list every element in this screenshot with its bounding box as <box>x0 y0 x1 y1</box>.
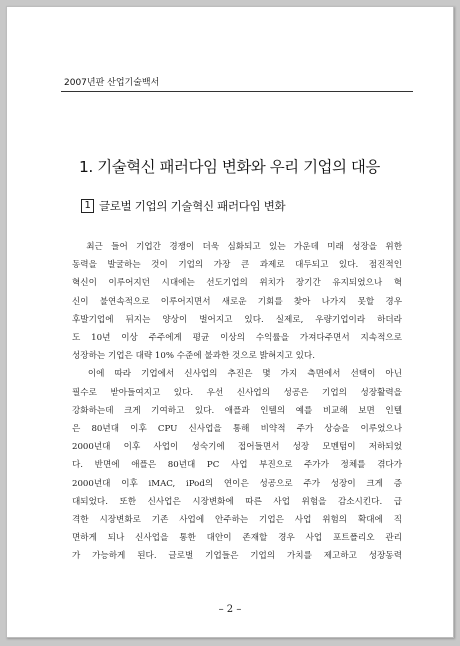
header-rule <box>61 91 413 92</box>
document-page <box>6 6 454 638</box>
section-number-box: 1 <box>81 199 94 213</box>
paragraph-1 <box>72 238 402 365</box>
text-line: 이에 따라 기업에서 신사업의 추진은 몇 가지 측면에서 선택이 아닌 <box>72 369 402 380</box>
text-line: 성장하는 기업은 대략 10% 수준에 불과한 것으로 밝혀지고 있다. <box>72 351 315 362</box>
section-heading <box>81 198 285 214</box>
text-line: 강화하는데 크게 기여하고 있다. 애플과 인텔의 예를 비교해 보면 인텔 <box>72 405 402 416</box>
page-number: – 2 – <box>218 604 242 615</box>
text-line: 도 10년 이상 주주에게 평균 이상의 수익률을 가져다주면서 지속적으로 <box>72 333 402 344</box>
text-line: 다. 반면에 애플은 80년대 PC 사업 부진으로 주가가 정체를 겪다가 <box>72 460 402 471</box>
running-header: 2007년판 산업기술백서 <box>64 78 160 88</box>
text-line: 2000년대 이후 iMAC, iPod의 연이은 성공으로 주가 성장이 크게 증 <box>72 478 402 489</box>
text-line: 필수로 받아들여지고 있다. 우선 신사업의 성공은 기업의 성장활력을 <box>72 387 402 398</box>
text-line: 혁신이 이루어지던 시대에는 선도기업의 위치가 장기간 유지되었으나 혁 <box>72 278 402 289</box>
text-line: 후발기업에 뒤지는 양상이 벌어지고 있다. 실제로, 우량기업이라 하더라 <box>72 314 402 325</box>
paragraph-2 <box>72 365 402 565</box>
text-line: 가 가능하게 된다. 글로벌 기업들은 기업의 가치를 제고하고 성장동력 <box>72 551 402 562</box>
chapter-title: 1. 기술혁신 패러다임 변화와 우리 기업의 대응 <box>79 158 380 176</box>
text-line: 은 80년대 이후 CPU 신사업을 통해 비약적 주가 상승을 이루었으나 <box>72 424 402 435</box>
text-line: 동력을 발굴하는 것이 기업의 가장 큰 과제로 대두되고 있다. 점진적인 <box>72 260 402 271</box>
section-title: 글로벌 기업의 기술혁신 패러다임 변화 <box>99 199 286 213</box>
text-line: 격한 시장변화로 기존 사업에 안주하는 기업은 사업 위험의 확대에 직 <box>72 515 402 526</box>
text-line: 2000년대 이후 사업이 성숙기에 접어들면서 성장 모멘텀이 저하되었 <box>72 442 402 453</box>
text-line: 신이 불연속적으로 이루어지면서 새로운 기회를 찾아 나가지 못할 경우 <box>72 296 402 307</box>
text-line: 면하게 되나 신사업을 통한 대안이 존재할 경우 사업 포트폴리오 관리 <box>72 533 402 544</box>
text-line: 대되었다. 또한 신사업은 시장변화에 따른 사업 위험을 감소시킨다. 급 <box>72 496 402 507</box>
text-line: 최근 들어 기업간 경쟁이 더욱 심화되고 있는 가운데 미래 성장을 위한 <box>72 242 402 252</box>
body-text <box>72 238 402 566</box>
